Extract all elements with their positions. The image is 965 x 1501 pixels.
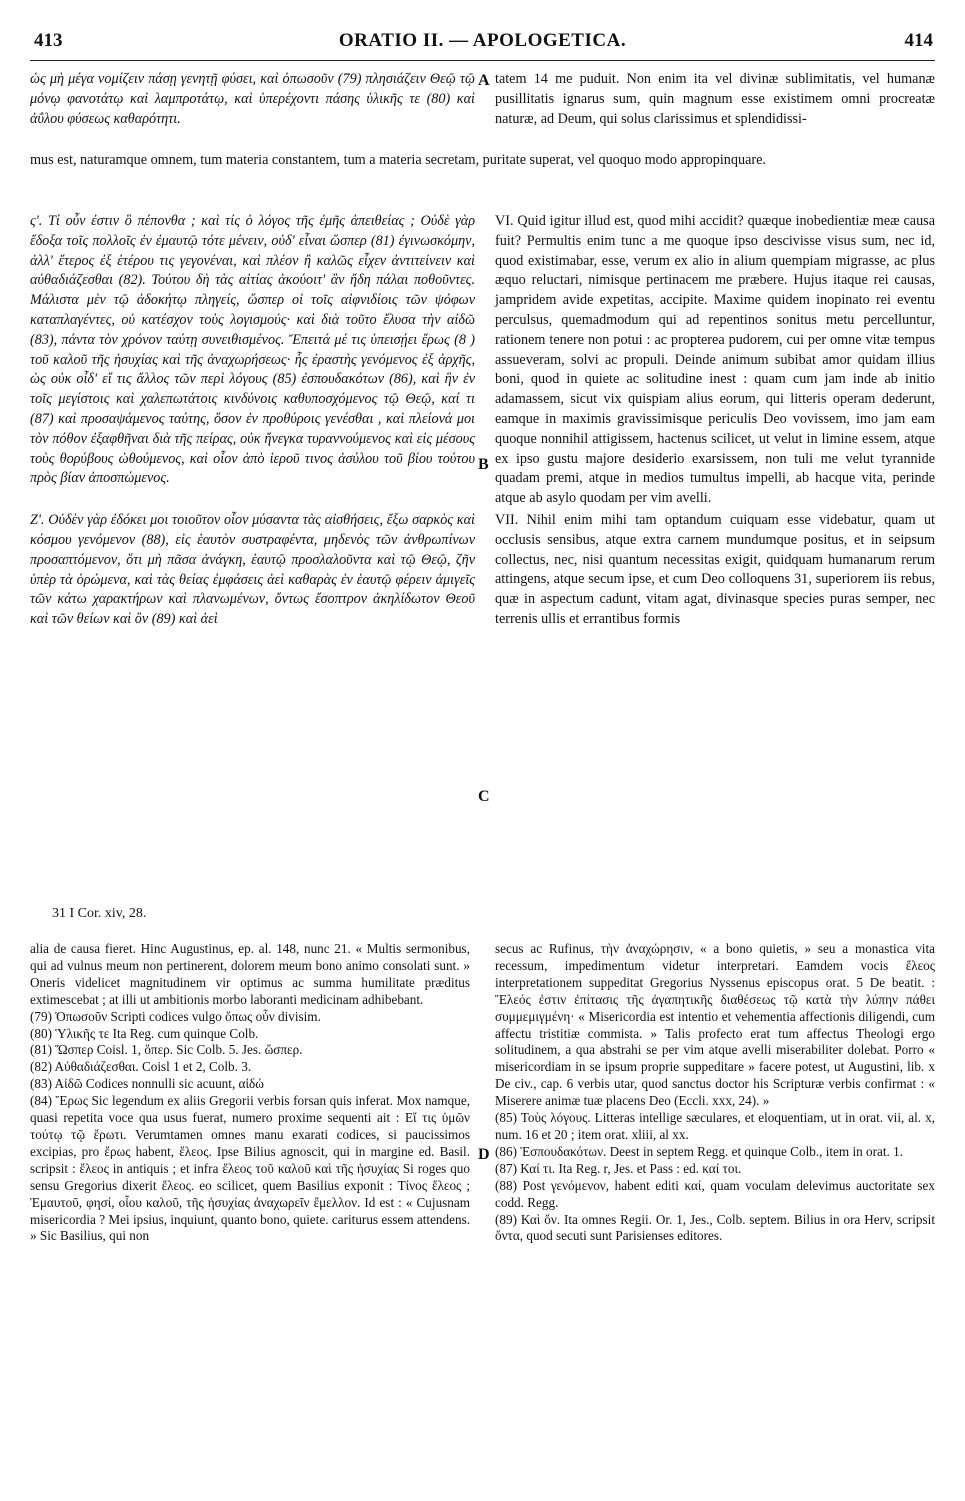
note-item: (83) Αἰδῶ Codices nonnulli sic acuunt, αἰδώ	[30, 1076, 264, 1092]
note-item: (79) Ὁπωσοῦν Scripti codices vulgo ὅπως οὖν divisim.	[30, 1008, 321, 1024]
note-item: (84) Ἔρως Sic legendum ex aliis Gregorii verbis forsan quis inferat. Mox namque, quasi repetita voce qua usus fuerat, numero proxime sequenti ait : Εἴ τις ὑμῶν τούτῳ τῷ ἔρωτι. Verumtamen omnes manu exarati codices, si paucissimos excipias, pro ἔρως habent, ἔλεος. Ipse Bilius agnoscit, qui in margine ed. Basil. scripsit : ἔλεος in antiquis ; et infra ἔλεος τοῦ καλοῦ καὶ τῆς ἡσυχίας Si roges quo sensu Gregorius dixerit ἔλεος. eo scilicet, quem Basilius exponit : Τίνος ἔλεος ; Ἐμαυτοῦ, φησί, οἷου καλοῦ, τῆς ἡσυχίας ἀναχωρεῖν ἔμελλον. Id est : « Cujusnam misericordia ? Mei ipsius, inquiunt, quanto bono, quiete. cariturus essem attendens. » Sic Basilius, qui non	[30, 1093, 470, 1244]
page-header	[30, 26, 935, 61]
footnote: 31 I Cor. xiv, 28.	[52, 906, 147, 921]
note-item: secus ac Rufinus, τὴν ἀναχώρησιν, « a bono quietis, » seu a monastica vita recessum, impedimentum videtur interpretari. Eamdem vocis ἔλεος interpretationem suppeditat Gregorius Nyssenus episcopus orat. 5 De beatit. : Ἔλεός ἐστιν ἐπίτασις τῆς ἀγαπητικῆς διαθέσεως τῷ κατὰ τὴν λύπην πάθει συμμεμιγμένη· « Misericordia est intentio et vehementia affectionis diligendi, cum affectu tristitiæ commista. » Talis profecto erat tum affectus Theologi ergo solitudinem, a qua abstrahi se per vim atque avelli miserabiliter dolebat. Porro « misericordiam in se ipsum proprie suppeditare » facere potest, ut Augustini, lib. x De civ., cap. 6 verbis utar, quod sanctus doctor his Scripturæ verbis confirmat : « Miserere animæ tuæ placens Deo (Eccli. xxx, 24). »	[495, 941, 935, 1109]
note-item: (86) Ἐσπουδακότων. Deest in septem Regg. et quinque Colb., item in orat. 1.	[495, 1143, 904, 1159]
page	[30, 26, 935, 1244]
greek-column	[30, 212, 475, 630]
page-number-right: 414	[904, 30, 933, 51]
page-number-left: 413	[34, 30, 63, 51]
notes-right-column	[495, 941, 935, 1245]
latin-paragraph-1: tatem 14 me puduit. Non enim ita vel divinæ sublimitatis, vel humanæ pusillitatis ignarus sum, quin magnum esse existimem omni procreatæ naturæ, ad Deum, qui solus clarissimus et splendidissi-	[495, 71, 935, 127]
margin-marker-b: B	[478, 456, 489, 473]
note-item: (82) Αὐθαδιάζεσθαι. Coisl 1 et 2, Colb. 3.	[30, 1059, 252, 1075]
note-item: (87) Καί τι. Ita Reg. r, Jes. et Pass : ed. καί τοι.	[495, 1160, 742, 1176]
latin-column	[495, 212, 935, 630]
margin-marker-d: D	[478, 1146, 490, 1163]
greek-column-top	[30, 70, 475, 129]
page-title: ORATIO II. — APOLOGETICA.	[338, 30, 627, 51]
greek-paragraph-1: ὡς μὴ μέγα νομίζειν πάσῃ γενητῇ φύσει, καὶ ὁπωσοῦν (79) πλησιάζειν Θεῷ τῷ μόνῳ φανοτάτῳ καὶ λαμπροτάτῳ, καὶ ὑπερέχοντι πάσης ὑλικῆς τε (80) καὶ ἀΰλου φύσεως καθαρότητι.	[30, 71, 475, 127]
notes-left-column	[30, 941, 470, 1245]
fullwidth-line: mus est, naturamque omnem, tum materia constantem, tum a materia secretam, puritate superat, vel quoquo modo appropinquare.	[30, 152, 766, 168]
note-item: (89) Καὶ ὄν. Ita omnes Regii. Or. 1, Jes., Colb. septem. Bilius in ora Herv, scripsit ὄντα, quod secuti sunt Parisienses editores.	[495, 1211, 935, 1244]
latin-section-7: VII. Nihil enim mihi tam optandum cuiquam esse videbatur, quam ut occlusis sensibus, atque extra carnem mundumque positus, et in seipsum collectus, nec, nisi quantum necessitas exigit, quidquam humanarum rerum attingens, atque secum ipse, et cum Deo colloquens 31, superiorem iis rebus, quæ in aspectum cadunt, vitam agat, divinasque species puras semper, nec terrenis ullis et errantibus formis	[495, 511, 935, 627]
latin-column-top	[495, 70, 935, 129]
margin-marker-a: A	[478, 72, 490, 89]
note-item: (80) Ὑλικῆς τε Ita Reg. cum quinque Colb.	[30, 1025, 259, 1041]
note-item: (85) Τοὺς λόγους. Litteras intellige sæculares, et eloquentiam, ut in orat. vii, al. x, num. 16 et 20 ; item orat. xliii, al xx.	[495, 1110, 935, 1142]
greek-section-6: ς'. Τί οὖν ἐστιν ὃ πέπονθα ; καὶ τίς ὁ λόγος τῆς ἐμῆς ἀπειθείας ; Οὐδὲ γὰρ ἔδοξα τοῖς πολλοῖς ἐν ἐμαυτῷ τότε μένειν, οὐδ' εἶναι ὥσπερ (81) ἐγινωσκόμην, ἀλλ' ἕτερος ἐξ ἑτέρου τις γεγονέναι, καὶ πλέον ἢ καλῶς εἶχεν ἀντιτείνειν καὶ αὐθαδιάζεσθαι (82). Τούτου δὴ τὰς αἰτίας ἀκούοιτ' ἂν ἤδη πάλαι ποθοῦντες. Μάλιστα μὲν τῷ ἀδοκήτῳ πληγείς, ὥσπερ οἱ τοῖς αἰφνιδίοις τῶν ψόφων καταπλαγέντες, οὐ κατέσχον τοὺς λογισμούς· καὶ διὰ τοῦτο ἔλυσα τὴν αἰδῶ (83), πάντα τὸν χρόνον ταύτῃ συνειθισμένος. Ἔπειτά μέ τις ὑπεισῄει ἔρως (8 ) τοῦ καλοῦ τῆς ἡσυχίας καὶ τῆς ἀναχωρήσεως· ἧς ἐραστὴς γενόμενος ἐξ ἀρχῆς, ὡς οὐκ οἶδ' εἴ τις ἄλλος τῶν περὶ λόγους (85) ἐσπουδακότων (86), καὶ ἣν ἐν τοῖς μεγίστοις καὶ χαλεπωτάτοις κινδύνοις καθυποσχόμενος τῷ Θεῷ, καί τι (87) καὶ προσαψάμενος ταύτης, ὅσον ἐν προθύροις γενέσθαι , καὶ πλείονά μοι τὸν πόθον ἐξαφθῆναι διὰ τῆς πείρας, οὐκ ἤνεγκα τυραννούμενος καὶ εἰς μέσους τοὺς θορύβους ὠθούμενος, καὶ οἷον ἀπὸ ἱεροῦ τινος ἀσύλου τοῦ βίου τούτου πρὸς βίαν ἀποσπώμενος.	[30, 213, 475, 487]
note-item: alia de causa fieret. Hinc Augustinus, ep. al. 148, nunc 21. « Multis sermonibus, qui ad vulnus meum non pertinerent, dolorem meum bono animo consolati sunt. » Oneris videlicet magnitudinem vir optimus ac summa humilitate præditus extimescebat ; at illi ut ambitionis morbo laboranti medicinam adhibebant.	[30, 941, 470, 1007]
greek-section-7: Ζ'. Οὐδὲν γὰρ ἐδόκει μοι τοιοῦτον οἷον μύσαντα τὰς αἰσθήσεις, ἔξω σαρκὸς καὶ κόσμου γενόμενον (88), εἰς ἑαυτὸν συστραφέντα, μηδενὸς τῶν ἀνθρωπίνων προσαπτόμενον, ὅτι μὴ πᾶσα ἀνάγκη, ἑαυτῷ προσλαλοῦντα καὶ τῷ Θεῷ, ζῆν ὑπὲρ τὰ ὁρώμενα, καὶ τὰς θείας ἐμφάσεις ἀεὶ καθαρὰς ἐν ἑαυτῷ φέρειν ἀμιγεῖς τῶν κάτω χαρακτήρων καὶ πλανωμένων, ὄντως ἔσοπτρον ἀκηλίδωτον Θεοῦ καὶ τῶν θείων καὶ ὂν (89) καὶ ἀεὶ	[30, 512, 475, 628]
latin-section-6: VI. Quid igitur illud est, quod mihi accidit? quæque inobedientiæ meæ causa fuit? Permultis enim tunc a me quoque ipso descivisse visus sum, nec id, quod existimabar, esse, verum ex alio in alium quempiam migrasse, ac plus æquo reluctari, nimisque pertinacem me præbere. Hujus itaque rei causas, jampridem avide expetitas, accipite. Maxime quidem inopinato rei eventu perculsus, quemadmodum qui ad repentinos sonitus metu percelluntur, rationem tenere non potui : ac propterea pudorem, cui per omne vitæ tempus assueveram, solvi ac propuli. Deinde animum subibat amor quidam illius boni, quod in quiete ac solitudine inest : quam cum jam inde ab initio adamassem, sicut vix quispiam alius eorum, qui litteris operam dederunt, eamque in maximis gravissimisque periculis Deo vovissem, imo jam eam quoque nonnihil attigissem, hactenus scilicet, ut velut in limine essem, atque ex ipso gustu majore desiderio exarsissem, non tuli me velut tyrannide quadam premi, atque in medios tumultus impelli, ab hacque vita, perinde atque ab asylo quodam per vim avelli.	[495, 213, 935, 507]
margin-marker-c: C	[478, 788, 490, 805]
note-item: (81) Ὥσπερ Coisl. 1, ὅπερ. Sic Colb. 5. Jes. ὥσπερ.	[30, 1042, 303, 1058]
note-item: (88) Post γενόμενον, habent editi καί, quam voculam delevimus auctoritate sex codd. Regg.	[495, 1177, 935, 1210]
